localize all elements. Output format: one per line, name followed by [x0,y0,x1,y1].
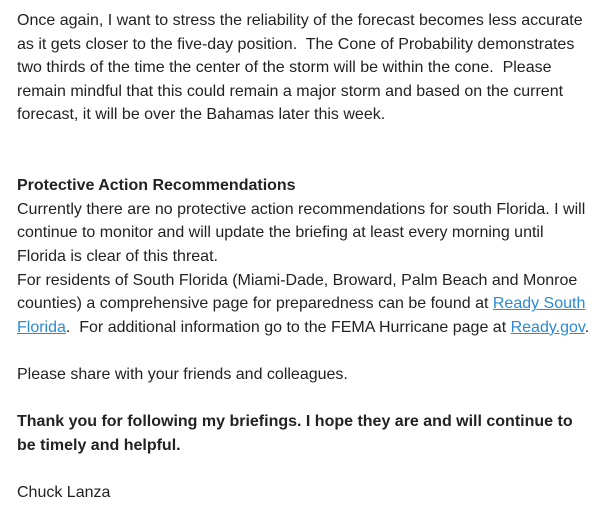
residents-text-suffix: . [584,318,590,336]
spacer [17,387,595,411]
spacer [17,151,595,175]
spacer [17,457,595,481]
spacer [17,339,595,363]
email-body [17,9,595,504]
residents-text-prefix: For residents of South Florida (Miami-Dade, Broward, Palm Beach and Monroe counties) a comprehensive page for preparedness can be found at [17,271,578,313]
forecast-paragraph: Once again, I want to stress the reliability of the forecast becomes less accurate as it gets closer to the five-day position. The Cone of Probability demonstrates two thirds of the time the center of the storm will be within the cone. Please remain mindful that this could remain a major storm and based on the current forecast, it will be over the Bahamas later this week. [17,12,583,124]
spacer [17,127,595,151]
signature-name: Chuck Lanza [17,483,111,501]
thanks-paragraph: Thank you for following my briefings. I hope they are and will continue to be timely and helpful. [17,413,573,454]
residents-paragraph [17,269,595,340]
ready-gov-link[interactable]: Ready.gov [510,318,585,336]
ready-south-florida-link[interactable]: Ready South Florida [17,295,586,336]
recommendations-paragraph: Currently there are no protective action recommendations for south Florida. I will continue to monitor and will update the briefing at least every morning until Florida is clear of this threat. [17,200,586,265]
section-heading: Protective Action Recommendations [17,177,296,195]
share-paragraph: Please share with your friends and colleagues. [17,365,348,383]
residents-text-middle: . For additional information go to the FEMA Hurricane page at [65,318,511,336]
